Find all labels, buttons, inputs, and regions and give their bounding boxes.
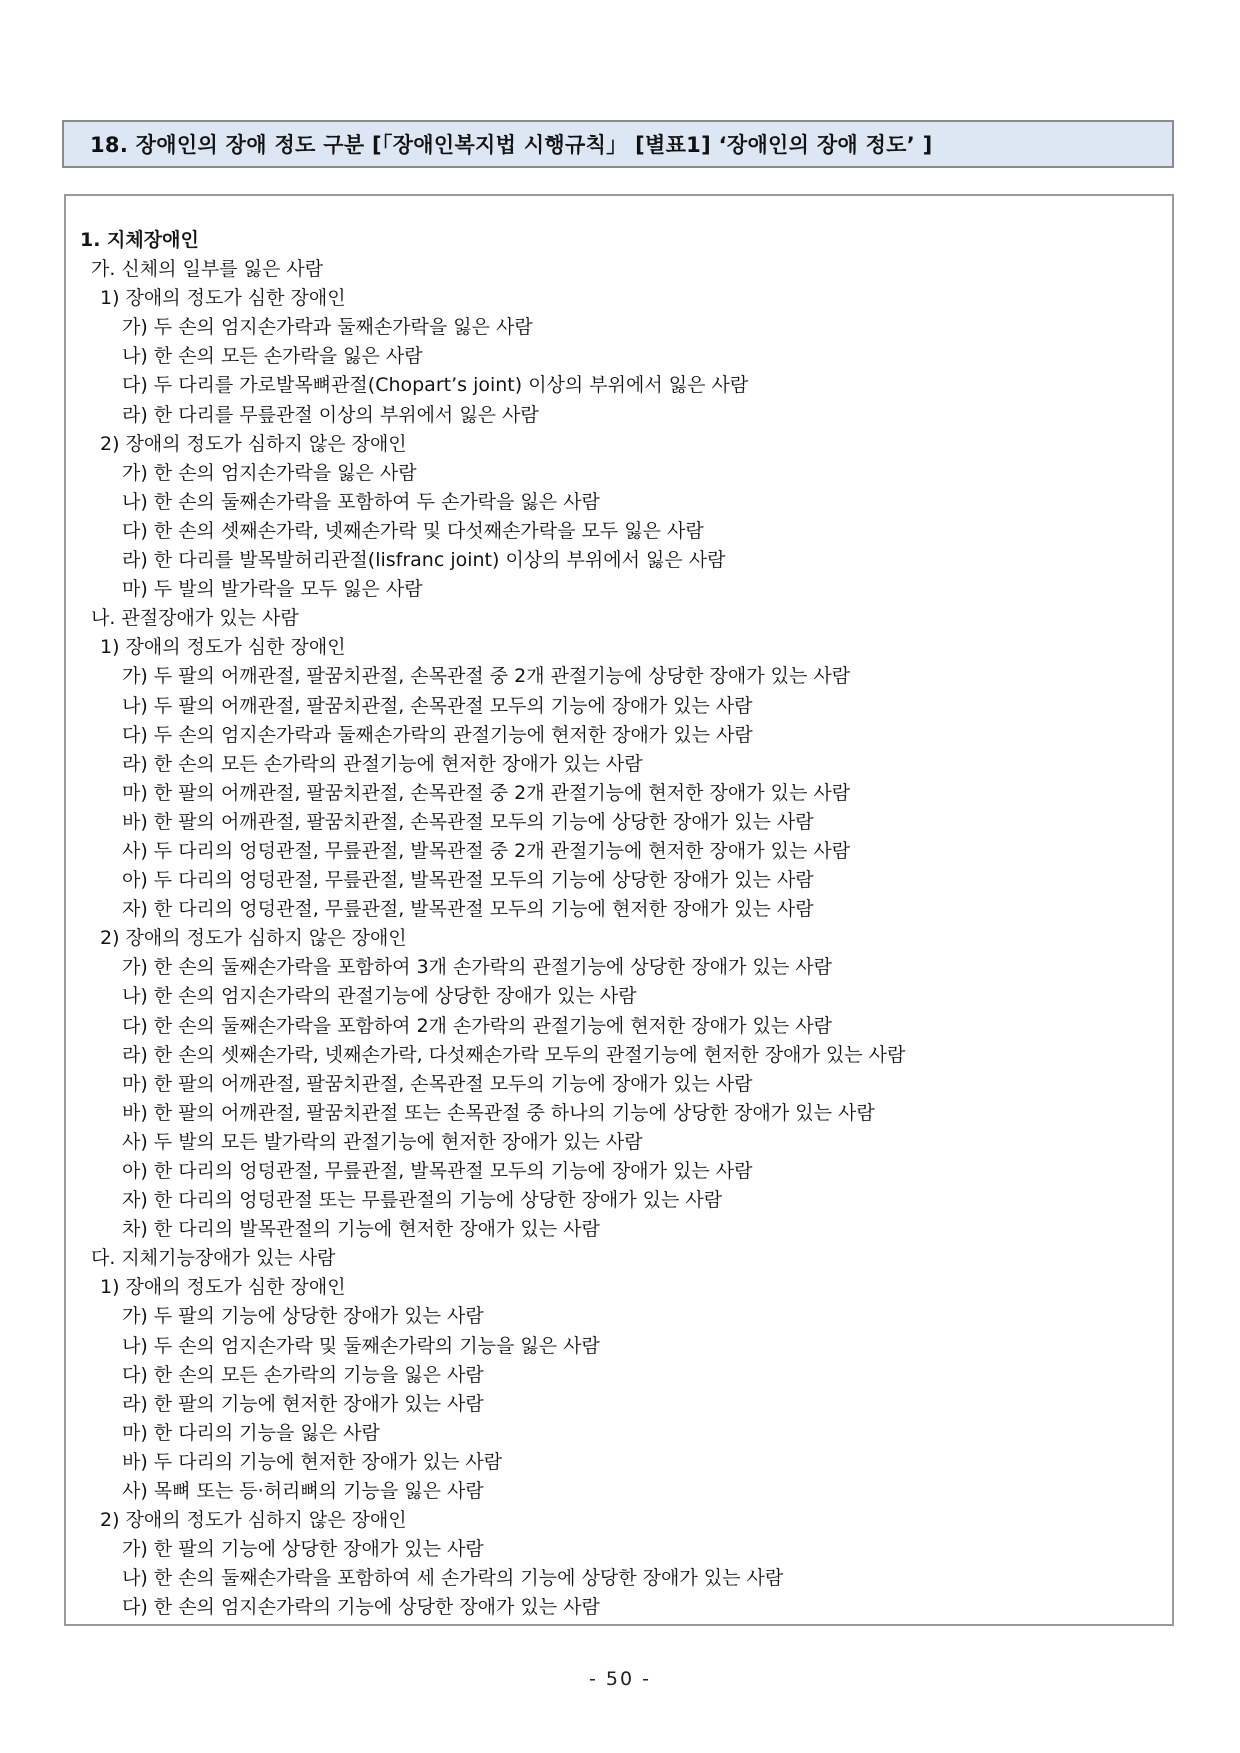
criteria-item: 바) 한 팔의 어깨관절, 팔꿈치관절, 손목관절 모두의 기능에 상당한 장애가 있는 사람: [122, 810, 814, 833]
criteria-item: 나) 두 팔의 어깨관절, 팔꿈치관절, 손목관절 모두의 기능에 장애가 있는 사람: [122, 694, 753, 717]
criteria-item: 마) 한 다리의 기능을 잃은 사람: [122, 1421, 380, 1444]
criteria-item: 아) 두 다리의 엉덩관절, 무릎관절, 발목관절 모두의 기능에 상당한 장애가 있는 사람: [122, 869, 814, 892]
page-number: - 50 -: [589, 1668, 651, 1690]
criteria-item: 다) 한 손의 셋째손가락, 넷째손가락 및 다섯째손가락을 모두 잃은 사람: [122, 519, 704, 542]
criteria-item: 가) 두 손의 엄지손가락과 둘째손가락을 잃은 사람: [122, 316, 533, 339]
criteria-item: 자) 한 다리의 엉덩관절, 무릎관절, 발목관절 모두의 기능에 현저한 장애가 있는 사람: [122, 898, 814, 921]
criteria-item: 다) 한 손의 엄지손가락의 기능에 상당한 장애가 있는 사람: [122, 1596, 600, 1619]
criteria-item: 라) 한 다리를 발목발허리관절(lisfranc joint) 이상의 부위에서 잃은 사람: [122, 549, 726, 572]
criteria-item: 바) 두 다리의 기능에 현저한 장애가 있는 사람: [122, 1450, 503, 1473]
criteria-item: 라) 한 손의 모든 손가락의 관절기능에 현저한 장애가 있는 사람: [122, 752, 643, 775]
criteria-item: 가) 두 팔의 기능에 상당한 장애가 있는 사람: [122, 1305, 484, 1328]
severity-heading: 1) 장애의 정도가 심한 장애인: [100, 287, 346, 310]
criteria-item: 사) 두 다리의 엉덩관절, 무릎관절, 발목관절 중 2개 관절기능에 현저한 장애가 있는 사람: [122, 839, 851, 862]
content-box: [64, 194, 1174, 1626]
category-heading: 다. 지체기능장애가 있는 사람: [91, 1247, 336, 1270]
section-header: [62, 120, 1174, 168]
criteria-item: 가) 한 손의 엄지손가락을 잃은 사람: [122, 461, 417, 484]
criteria-item: 다) 두 다리를 가로발목뼈관절(Chopart’s joint) 이상의 부위에서 잃은 사람: [122, 374, 749, 397]
criteria-item: 아) 한 다리의 엉덩관절, 무릎관절, 발목관절 모두의 기능에 장애가 있는 사람: [122, 1160, 753, 1182]
criteria-item: 라) 한 손의 셋째손가락, 넷째손가락, 다섯째손가락 모두의 관절기능에 현저한 장애가 있는 사람: [122, 1043, 906, 1066]
criteria-item: 나) 한 손의 모든 손가락을 잃은 사람: [122, 345, 423, 368]
criteria-item: 바) 한 팔의 어깨관절, 팔꿈치관절 또는 손목관절 중 하나의 기능에 상당한 장애가 있는 사람: [122, 1101, 875, 1124]
severity-heading: 2) 장애의 정도가 심하지 않은 장애인: [100, 1509, 407, 1532]
criteria-item: 사) 목뼈 또는 등·허리뼈의 기능을 잃은 사람: [122, 1480, 484, 1503]
criteria-item: 다) 한 손의 둘째손가락을 포함하여 2개 손가락의 관절기능에 현저한 장애가 있는 사람: [122, 1014, 832, 1037]
criteria-item: 나) 한 손의 둘째손가락을 포함하여 두 손가락을 잃은 사람: [122, 490, 600, 513]
severity-heading: 1) 장애의 정도가 심한 장애인: [100, 636, 346, 659]
document-body: [80, 226, 1162, 1623]
severity-heading: 1) 장애의 정도가 심한 장애인: [100, 1276, 346, 1299]
criteria-item: 나) 한 손의 엄지손가락의 관절기능에 상당한 장애가 있는 사람: [122, 985, 637, 1008]
section-heading: 1. 지체장애인: [80, 229, 199, 251]
category-heading: 나. 관절장애가 있는 사람: [91, 607, 299, 630]
criteria-item: 차) 한 다리의 발목관절의 기능에 현저한 장애가 있는 사람: [122, 1218, 600, 1241]
severity-heading: 2) 장애의 정도가 심하지 않은 장애인: [100, 927, 407, 950]
criteria-item: 가) 두 팔의 어깨관절, 팔꿈치관절, 손목관절 중 2개 관절기능에 상당한 장애가 있는 사람: [122, 665, 851, 688]
category-heading: 가. 신체의 일부를 잃은 사람: [91, 258, 324, 281]
criteria-item: 가) 한 팔의 기능에 상당한 장애가 있는 사람: [122, 1538, 484, 1561]
criteria-item: 사) 두 발의 모든 발가락의 관절기능에 현저한 장애가 있는 사람: [122, 1130, 643, 1153]
criteria-item: 라) 한 팔의 기능에 현저한 장애가 있는 사람: [122, 1392, 484, 1415]
criteria-item: 마) 한 팔의 어깨관절, 팔꿈치관절, 손목관절 모두의 기능에 장애가 있는 사람: [122, 1072, 753, 1095]
severity-heading: 2) 장애의 정도가 심하지 않은 장애인: [100, 432, 407, 455]
criteria-item: 가) 한 손의 둘째손가락을 포함하여 3개 손가락의 관절기능에 상당한 장애가 있는 사람: [122, 956, 832, 979]
criteria-item: 나) 한 손의 둘째손가락을 포함하여 세 손가락의 기능에 상당한 장애가 있는 사람: [122, 1567, 784, 1590]
criteria-item: 마) 한 팔의 어깨관절, 팔꿈치관절, 손목관절 중 2개 관절기능에 현저한 장애가 있는 사람: [122, 781, 851, 804]
criteria-item: 다) 한 손의 모든 손가락의 기능을 잃은 사람: [122, 1363, 484, 1386]
criteria-item: 자) 한 다리의 엉덩관절 또는 무릎관절의 기능에 상당한 장애가 있는 사람: [122, 1189, 723, 1212]
criteria-item: 라) 한 다리를 무릎관절 이상의 부위에서 잃은 사람: [122, 403, 539, 426]
criteria-item: 다) 두 손의 엄지손가락과 둘째손가락의 관절기능에 현저한 장애가 있는 사람: [122, 723, 753, 746]
section-title: 18. 장애인의 장애 정도 구분 [「장애인복지법 시행규칙」 [별표1] ‘장애인의 장애 정도’ ]: [90, 133, 933, 157]
criteria-item: 마) 두 발의 발가락을 모두 잃은 사람: [122, 578, 423, 601]
criteria-item: 나) 두 손의 엄지손가락 및 둘째손가락의 기능을 잃은 사람: [122, 1334, 600, 1357]
